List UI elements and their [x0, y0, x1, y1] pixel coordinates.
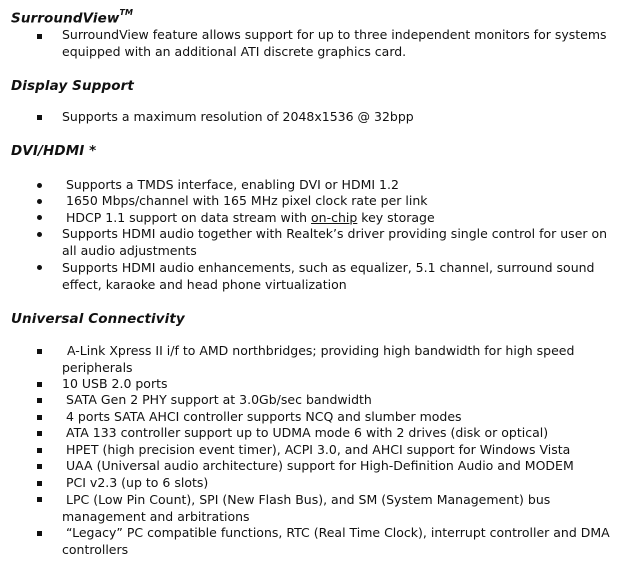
trademark-mark: TM	[119, 8, 134, 17]
list-item: ATA 133 controller support up to UDMA mode 6 with 2 drives (disk or optical)	[66, 425, 549, 440]
list-item: 4 ports SATA AHCI controller supports NCQ and slumber modes	[66, 409, 462, 424]
section-heading-display-support: Display Support	[11, 78, 134, 94]
list-item: 1650 Mbps/channel with 165 MHz pixel clock rate per link	[66, 193, 428, 208]
underlined-term: on-chip	[311, 210, 358, 225]
heading-text: SurroundView	[11, 10, 120, 27]
list-item: 10 USB 2.0 ports	[62, 376, 168, 391]
list-item: SATA Gen 2 PHY support at 3.0Gb/sec bandwidth	[66, 392, 372, 407]
bullet-icon	[37, 265, 42, 270]
list-item: Supports HDMI audio enhancements, such as equalizer, 5.1 channel, surround sound effect, karaoke and head phone virtualization	[62, 260, 595, 292]
list-item: PCI v2.3 (up to 6 slots)	[66, 475, 209, 490]
list-item: Supports a maximum resolution of 2048x1536 @ 32bpp	[62, 109, 414, 124]
list-item: “Legacy” PC compatible functions, RTC (Real Time Clock), interrupt controller and DMA controllers	[62, 525, 610, 557]
bullet-icon	[37, 382, 42, 387]
bullet-icon	[37, 464, 42, 469]
bullet-icon	[37, 497, 42, 502]
bullet-icon	[37, 34, 42, 39]
list-item: A-Link Xpress II i/f to AMD northbridges; providing high bandwidth for high speed peripherals	[62, 343, 575, 375]
bullet-icon	[37, 183, 42, 188]
bullet-icon	[37, 199, 42, 204]
list-item: LPC (Low Pin Count), SPI (New Flash Bus), and SM (System Management) bus management and arbitrations	[62, 492, 551, 524]
list-item-text: HDCP 1.1 support on data stream with	[66, 210, 312, 225]
bullet-icon	[37, 232, 42, 237]
bullet-icon	[37, 215, 42, 220]
bullet-icon	[37, 398, 42, 403]
bullet-icon	[37, 531, 42, 536]
list-item: HPET (high precision event timer), ACPI 3.0, and AHCI support for Windows Vista	[66, 442, 571, 457]
section-heading-dvi-hdmi: DVI/HDMI *	[11, 143, 97, 159]
list-item-text-tail: key storage	[357, 210, 435, 225]
bullet-icon	[37, 349, 42, 354]
bullet-icon	[37, 448, 42, 453]
bullet-icon	[37, 431, 42, 436]
section-heading-surroundview	[11, 10, 133, 27]
bullet-icon	[37, 415, 42, 420]
section-heading-universal-connectivity: Universal Connectivity	[11, 311, 185, 327]
list-item: Supports HDMI audio together with Realtek’s driver providing single control for user on all audio adjustments	[62, 226, 608, 258]
list-item: Supports a TMDS interface, enabling DVI or HDMI 1.2	[66, 177, 399, 192]
list-item: SurroundView feature allows support for up to three independent monitors for systems equipped with an additional ATI discrete graphics card.	[62, 27, 607, 59]
bullet-icon	[37, 481, 42, 486]
list-item: UAA (Universal audio architecture) support for High-Definition Audio and MODEM	[66, 458, 574, 473]
list-item-hdcp	[66, 210, 622, 227]
bullet-icon	[37, 115, 42, 120]
